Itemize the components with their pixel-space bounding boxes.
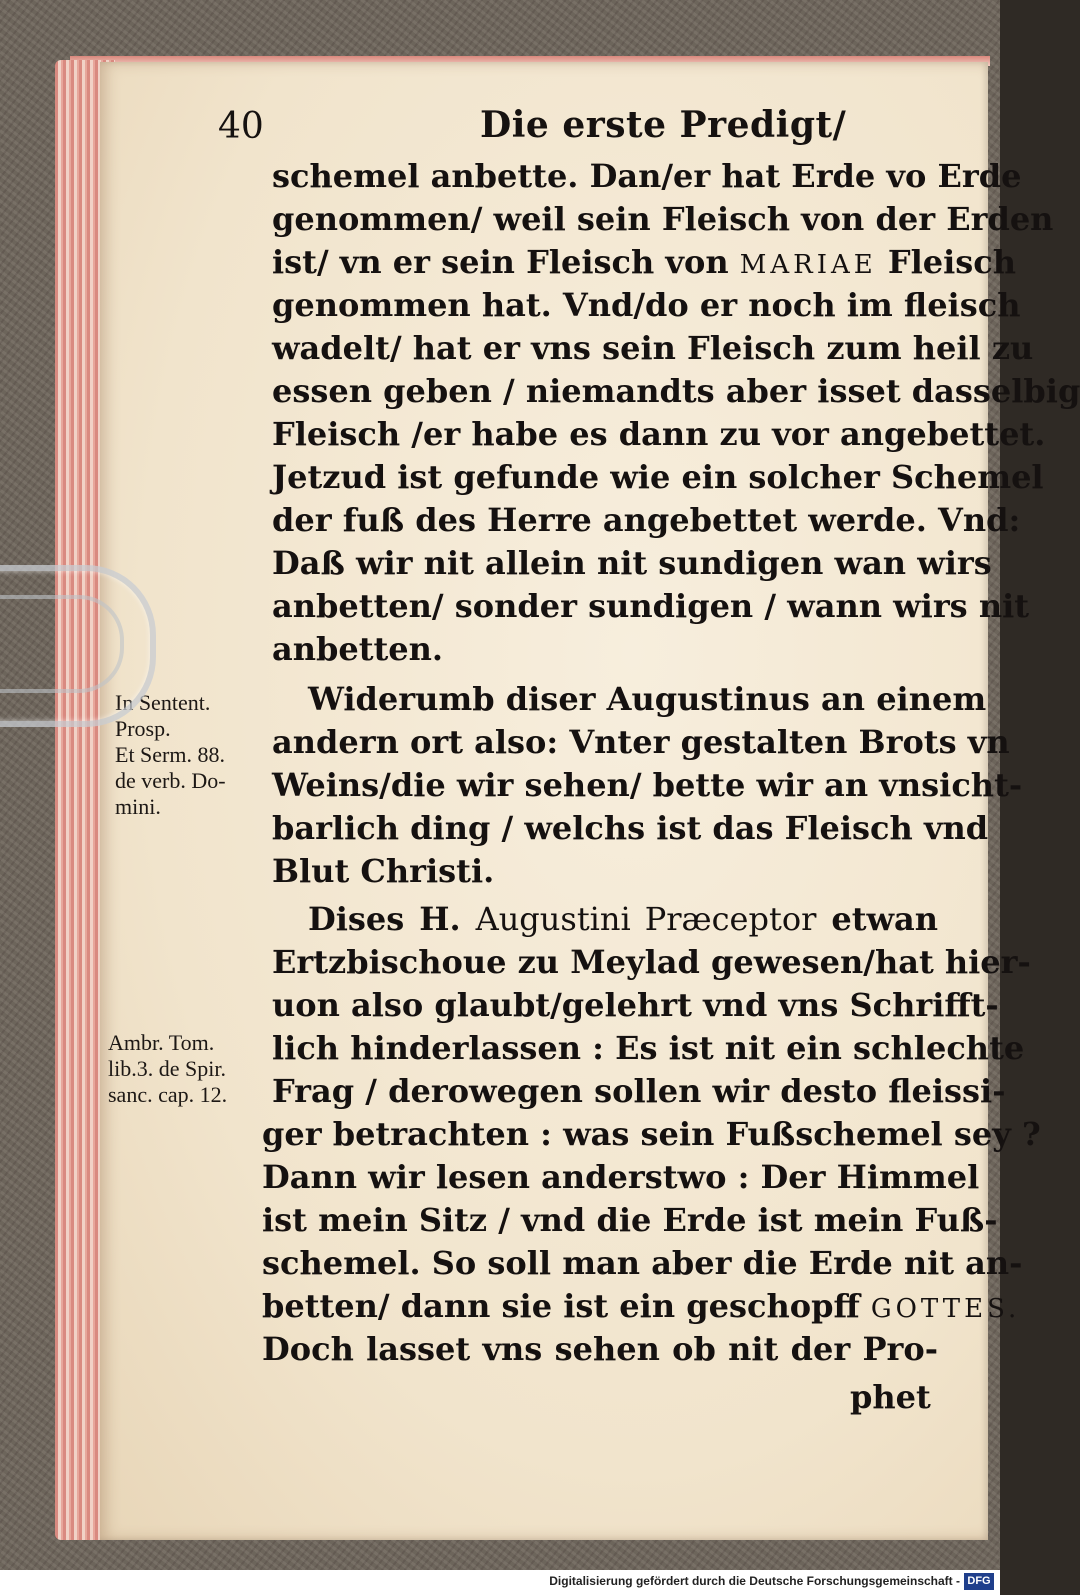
text-segment: etwan — [831, 900, 939, 938]
text-line: genommen hat. Vnd/do er noch im fleisch — [272, 286, 1021, 324]
footer-bar — [0, 1570, 1000, 1595]
margin-note-line: de verb. Do- — [115, 768, 226, 793]
text-line: anbetten. — [272, 630, 444, 668]
text-segment: betten/ dann sie ist ein geschopff — [262, 1287, 860, 1325]
page-number: 40 — [218, 106, 264, 147]
text-line: genommen/ weil sein Fleisch von der Erden — [272, 200, 1054, 238]
dfg-logo: DFG — [964, 1573, 994, 1590]
margin-note-line: lib.3. de Spir. — [108, 1056, 226, 1081]
text-segment: Dises H. — [308, 900, 461, 938]
text-line: Blut Christi. — [272, 852, 495, 890]
text-line: anbetten/ sonder sundigen / wann wirs nit — [272, 587, 1030, 625]
text-line: wadelt/ hat er vns sein Fleisch zum heil zu — [272, 329, 1034, 367]
text-line: Dann wir lesen anderstwo : Der Himmel — [262, 1158, 980, 1196]
text-line: essen geben / niemandts aber isset dasselbig — [272, 372, 1080, 410]
text-segment: ist/ vn er sein Fleisch von — [272, 243, 729, 281]
text-line: Jetzud ist gefunde wie ein solcher Schemel — [272, 458, 1044, 496]
text-line: barlich ding / welchs ist das Fleisch vnd — [272, 809, 989, 847]
text-line — [272, 242, 1017, 285]
text-line: ger betrachten : was sein Fußschemel sey ? — [262, 1115, 1041, 1153]
text-line — [308, 899, 938, 939]
text-line: uon also glaubt/gelehrt vnd vns Schrifft- — [272, 986, 999, 1024]
text-line: Daß wir nit allein nit sundigen wan wirs — [272, 544, 992, 582]
name-mariae: MARIAE — [739, 250, 877, 280]
text-line: ist mein Sitz / vnd die Erde ist mein Fuß- — [262, 1201, 998, 1239]
text-line: Frag / derowegen sollen wir desto fleissi- — [272, 1072, 1006, 1110]
text-line: Doch lasset vns sehen ob nit der Pro- — [262, 1330, 938, 1368]
text-line: Fleisch /er habe es dann zu vor angebettet. — [272, 415, 1046, 453]
catchword: phet — [850, 1378, 931, 1416]
margin-note-line: Prosp. — [115, 716, 171, 741]
running-head: Die erste Predigt/ — [480, 104, 847, 146]
text-line: Ertzbischoue zu Meylad gewesen/hat hier- — [272, 943, 1031, 981]
text-line: lich hinderlassen : Es ist nit ein schlechte — [272, 1029, 1025, 1067]
text-line: Widerumb diser Augustinus an einem — [308, 680, 987, 718]
margin-note-line: In Sentent. — [115, 690, 211, 715]
text-line: andern ort also: Vnter gestalten Brots vn — [272, 723, 1010, 761]
binding-clip-inner — [0, 595, 124, 693]
margin-note-line: sanc. cap. 12. — [108, 1082, 228, 1107]
text-line: Weins/die wir sehen/ bette wir an vnsicht- — [272, 766, 1023, 804]
text-line: schemel anbette. Dan/er hat Erde vo Erde — [272, 157, 1022, 195]
name-gottes: GOTTES. — [870, 1294, 1021, 1324]
text-segment-roman: Augustini Præceptor — [475, 900, 817, 938]
text-line — [262, 1286, 1021, 1329]
text-line: schemel. So soll man aber die Erde nit an- — [262, 1244, 1023, 1282]
margin-note-line: mini. — [115, 794, 161, 819]
text-segment: Fleisch — [887, 243, 1017, 281]
margin-note-line: Et Serm. 88. — [115, 742, 225, 767]
margin-note — [108, 1030, 227, 1108]
margin-note-line: Ambr. Tom. — [108, 1030, 215, 1055]
text-line: der fuß des Herre angebettet werde. Vnd: — [272, 501, 1021, 539]
footer-credit: Digitalisierung gefördert durch die Deutsche Forschungsgemeinschaft - — [549, 1574, 960, 1588]
